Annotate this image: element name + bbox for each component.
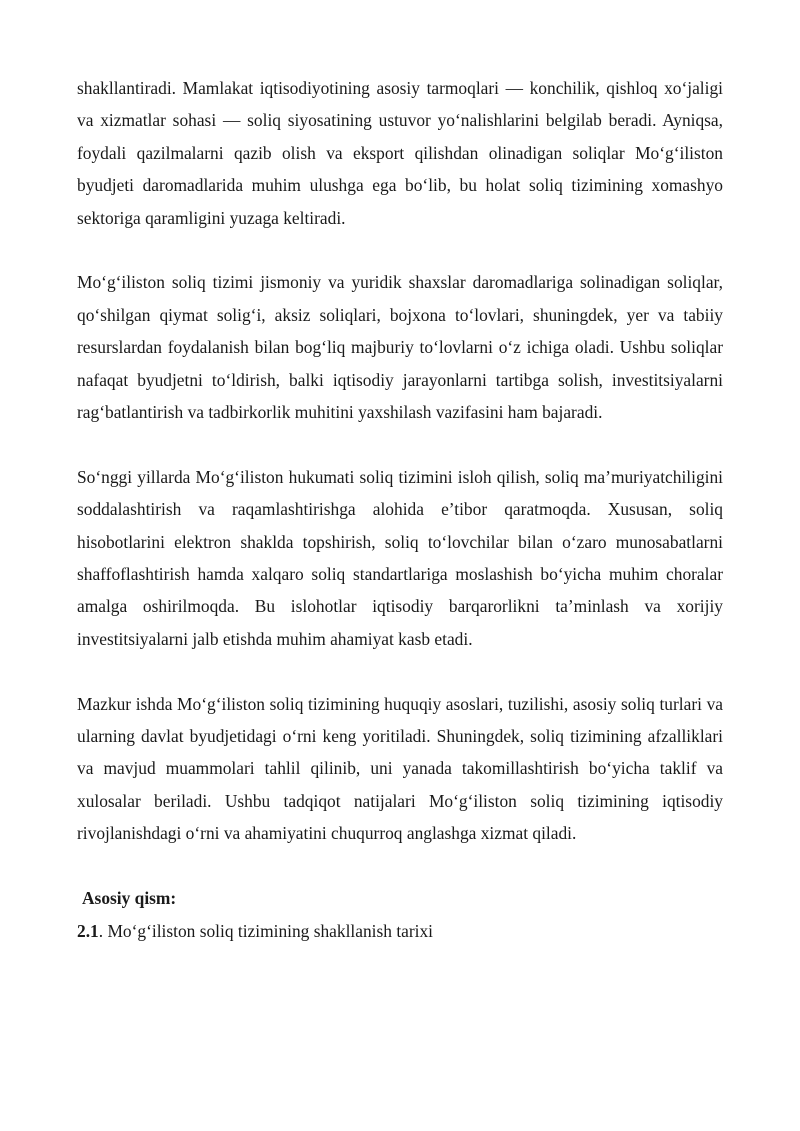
subsection-title: . Mo‘g‘iliston soliq tizimining shakllanish tarixi <box>98 920 434 941</box>
paragraph-2: Mo‘g‘iliston soliq tizimi jismoniy va yuridik shaxslar daromadlariga solinadigan soliqlar, qo‘shilgan qiymat solig‘i, aksiz soliqlari, bojxona to‘lovlari, shuningdek, yer va tabiiy resurslardan foydalanish bilan bog‘liq majburiy to‘lovlarni o‘z ichiga oladi. Ushbu soliqlar nafaqat byudjetni to‘ldirish, balki iqtisodiy jarayonlarni tartibga solish, investitsiyalarni rag‘batlantirish va tadbirkorlik muhitini yaxshilash vazifasini ham bajaradi. <box>77 272 723 423</box>
paragraph-3: So‘nggi yillarda Mo‘g‘iliston hukumati soliq tizimini isloh qilish, soliq ma’muriyatchiligini soddalashtirish va raqamlashtirishga alohida e’tibor qaratmoqda. Xususan, soliq hisobotlarini elektron shaklda topshirish, soliq to‘lovchilar bilan o‘zaro munosabatlarni shaffoflashtirish hamda xalqaro soliq standartlariga moslashish bo‘yicha muhim choralar amalga oshirilmoqda. Bu islohotlar iqtisodiy barqarorlikni ta’minlash va xorijiy investitsiyalarni jalb etishda muhim ahamiyat kasb etadi. <box>77 466 723 649</box>
subsection-heading <box>77 915 723 947</box>
subsection-number: 2.1 <box>77 920 99 941</box>
paragraph-1: shakllantiradi. Mamlakat iqtisodiyotining asosiy tarmoqlari — konchilik, qishloq xo‘jaligi va xizmatlar sohasi — soliq siyosatining ustuvor yo‘nalishlarini belgilab beradi. Ayniqsa, foydali qazilmalarni qazib olish va eksport qilishdan olinadigan soliqlar Mo‘g‘iliston byudjeti daromadlarida muhim ulushga ega bo‘lib, bu holat soliq tizimining xomashyo sektoriga qaramligini yuzaga keltiradi. <box>77 78 723 228</box>
paragraph-4: Mazkur ishda Mo‘g‘iliston soliq tizimining huquqiy asoslari, tuzilishi, asosiy soliq turlari va ularning davlat byudjetidagi o‘rni keng yoritiladi. Shuningdek, soliq tizimining afzalliklari va mavjud muammolari tahlil qilinib, uni yanada takomillashtirish bo‘yicha taklif va xulosalar beriladi. Ushbu tadqiqot natijalari Mo‘g‘iliston soliq tizimining iqtisodiy rivojlanishdagi o‘rni va ahamiyatini chuqurroq anglashga xizmat qiladi. <box>77 693 723 844</box>
section-heading: Asosiy qism: <box>82 888 177 909</box>
document-body <box>77 72 723 947</box>
